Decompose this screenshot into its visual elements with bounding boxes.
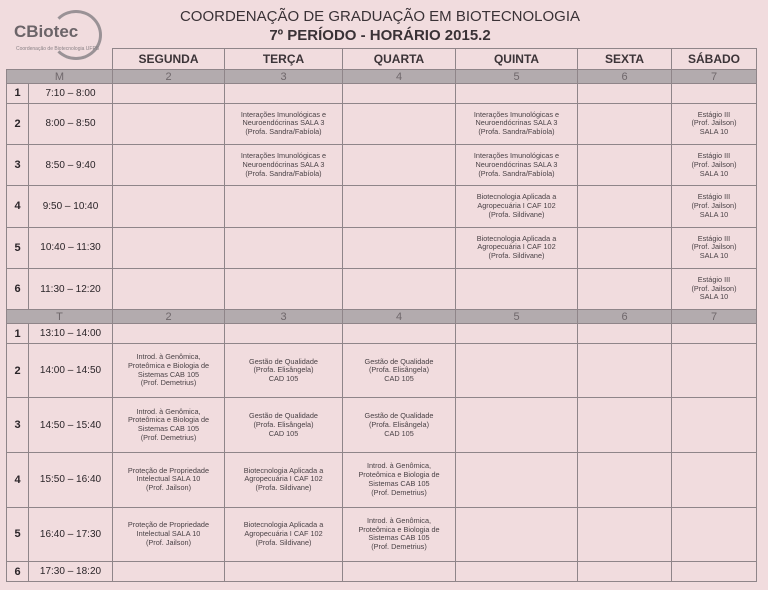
class-cell xyxy=(343,268,456,309)
class-line: Introd. à Genômica, xyxy=(136,406,201,416)
table-row xyxy=(7,103,757,144)
table-row xyxy=(7,343,757,398)
class-line: Neuroendócrinas SALA 3 xyxy=(475,118,558,128)
class-line: Introd. à Genômica, xyxy=(366,515,432,525)
class-line: (Profa. Sildivane) xyxy=(488,251,545,261)
class-line: Agropecuária I CAF 102 xyxy=(244,528,323,538)
class-line: Biotecnologia Aplicada a xyxy=(243,520,324,530)
table-row xyxy=(7,398,757,453)
class-line: Proteômica e Biologia de xyxy=(358,470,440,480)
day-number: 4 xyxy=(343,70,456,84)
class-cell xyxy=(113,103,225,144)
class-line: (Profa. Elisângela) xyxy=(253,365,314,375)
class-cell xyxy=(578,507,672,562)
day-number: 2 xyxy=(113,70,225,84)
class-line: Gestão de Qualidade xyxy=(364,411,434,421)
class-cell xyxy=(113,507,225,562)
class-line: (Prof. Demetrius) xyxy=(371,487,427,497)
logo-subtitle: Coordenação de Biotecnologia UFPB xyxy=(16,46,100,52)
class-cell xyxy=(113,324,225,344)
class-cell xyxy=(113,398,225,453)
period-number: 1 xyxy=(7,324,29,344)
class-cell xyxy=(456,453,578,508)
table-row xyxy=(7,562,757,582)
class-cell xyxy=(225,84,343,104)
class-line: (Prof. Jailson) xyxy=(691,201,737,211)
class-line: Neuroendócrinas SALA 3 xyxy=(475,159,558,169)
class-cell xyxy=(113,562,225,582)
class-line: Gestão de Qualidade xyxy=(364,356,434,366)
class-cell xyxy=(456,103,578,144)
class-cell xyxy=(225,507,343,562)
class-cell xyxy=(343,145,456,186)
class-cell xyxy=(113,343,225,398)
class-cell xyxy=(225,227,343,268)
period-time: 15:50 – 16:40 xyxy=(29,453,113,508)
period-time: 7:10 – 8:00 xyxy=(29,84,113,104)
class-line: Neuroendócrinas SALA 3 xyxy=(242,118,325,128)
class-cell xyxy=(456,145,578,186)
class-cell xyxy=(113,186,225,227)
class-cell xyxy=(578,227,672,268)
class-line: Proteção de Propriedade xyxy=(127,465,210,475)
class-line: CAD 105 xyxy=(384,374,414,384)
class-cell xyxy=(225,103,343,144)
class-line: CAD 105 xyxy=(384,428,414,438)
class-cell xyxy=(343,324,456,344)
class-line: SALA 10 xyxy=(699,168,729,178)
class-line: (Profa. Sandra/Fabíola) xyxy=(245,168,322,178)
class-cell xyxy=(343,343,456,398)
class-line: Interações Imunológicas e xyxy=(473,109,560,119)
class-cell xyxy=(578,453,672,508)
class-cell xyxy=(672,343,757,398)
class-line: (Profa. Sildivane) xyxy=(255,537,312,547)
day-number: 2 xyxy=(113,310,225,324)
period-number: 3 xyxy=(7,145,29,186)
class-cell xyxy=(578,145,672,186)
period-number: 1 xyxy=(7,84,29,104)
class-line: (Prof. Jailson) xyxy=(691,118,737,128)
class-cell xyxy=(456,186,578,227)
day-header: SEGUNDA xyxy=(113,49,225,70)
class-line: SALA 10 xyxy=(699,127,729,137)
table-row xyxy=(7,324,757,344)
class-cell xyxy=(113,453,225,508)
class-line: Sistemas CAB 105 xyxy=(137,424,200,434)
class-line: (Prof. Jailson) xyxy=(145,537,191,547)
period-number: 5 xyxy=(7,227,29,268)
class-cell xyxy=(578,343,672,398)
period-time: 10:40 – 11:30 xyxy=(29,227,113,268)
class-cell xyxy=(113,227,225,268)
day-number: 7 xyxy=(672,70,757,84)
class-cell xyxy=(225,186,343,227)
period-time: 14:00 – 14:50 xyxy=(29,343,113,398)
period-time: 8:00 – 8:50 xyxy=(29,103,113,144)
class-cell xyxy=(343,453,456,508)
class-line: Proteômica e Biologia de xyxy=(127,360,210,370)
class-cell xyxy=(578,84,672,104)
class-line: Biotecnologia Aplicada a xyxy=(243,465,324,475)
class-cell xyxy=(456,324,578,344)
class-line: (Prof. Demetrius) xyxy=(140,378,197,388)
corner-blank xyxy=(7,49,113,70)
class-cell xyxy=(225,324,343,344)
page-subtitle: 7º PERÍODO - HORÁRIO 2015.2 xyxy=(269,27,491,44)
class-line: CAD 105 xyxy=(268,374,299,384)
day-number: 7 xyxy=(672,310,757,324)
class-line: (Prof. Jailson) xyxy=(145,483,191,493)
day-number: 5 xyxy=(456,310,578,324)
period-time: 11:30 – 12:20 xyxy=(29,268,113,309)
table-row xyxy=(7,507,757,562)
shift-label: M xyxy=(7,70,113,84)
class-line: (Prof. Demetrius) xyxy=(140,432,197,442)
class-cell xyxy=(456,343,578,398)
class-cell xyxy=(672,103,757,144)
class-line: Biotecnologia Aplicada a xyxy=(476,233,557,243)
class-cell xyxy=(672,324,757,344)
class-line: Interações Imunológicas e xyxy=(473,151,560,161)
table-row xyxy=(7,145,757,186)
class-cell xyxy=(578,103,672,144)
class-line: (Profa. Sandra/Fabíola) xyxy=(245,127,322,137)
class-cell xyxy=(578,562,672,582)
day-header: QUARTA xyxy=(343,49,456,70)
class-line: Proteômica e Biologia de xyxy=(127,415,210,425)
class-line: Intelectual SALA 10 xyxy=(136,474,201,484)
table-row xyxy=(7,186,757,227)
class-cell xyxy=(225,562,343,582)
class-cell xyxy=(113,145,225,186)
class-line: Estágio III xyxy=(697,109,731,119)
class-cell xyxy=(456,398,578,453)
class-cell xyxy=(343,398,456,453)
period-time: 16:40 – 17:30 xyxy=(29,507,113,562)
class-line: CAD 105 xyxy=(268,428,299,438)
class-cell xyxy=(672,398,757,453)
class-line: Agropecuária I CAF 102 xyxy=(477,242,556,252)
period-number: 4 xyxy=(7,453,29,508)
day-header: QUINTA xyxy=(456,49,578,70)
class-line: Proteção de Propriedade xyxy=(127,520,210,530)
class-cell xyxy=(225,398,343,453)
period-time: 17:30 – 18:20 xyxy=(29,562,113,582)
class-cell xyxy=(113,84,225,104)
class-cell xyxy=(672,268,757,309)
class-line: Gestão de Qualidade xyxy=(249,356,318,366)
class-line: Introd. à Genômica, xyxy=(366,461,432,471)
class-cell xyxy=(456,84,578,104)
table-row xyxy=(7,84,757,104)
period-time: 13:10 – 14:00 xyxy=(29,324,113,344)
period-number: 6 xyxy=(7,562,29,582)
day-header: TERÇA xyxy=(225,49,343,70)
class-line: Sistemas CAB 105 xyxy=(368,478,430,488)
class-line: Estágio III xyxy=(697,151,731,161)
class-line: Estágio III xyxy=(697,274,731,284)
class-line: (Profa. Elisângela) xyxy=(368,419,430,429)
class-cell xyxy=(672,145,757,186)
class-cell xyxy=(343,227,456,268)
day-number: 3 xyxy=(225,70,343,84)
period-number: 6 xyxy=(7,268,29,309)
schedule-table xyxy=(6,48,757,582)
period-number: 2 xyxy=(7,103,29,144)
class-line: Proteômica e Biologia de xyxy=(358,524,440,534)
shift-label: T xyxy=(7,310,113,324)
class-cell xyxy=(578,186,672,227)
class-line: Estágio III xyxy=(697,233,731,243)
class-cell xyxy=(343,186,456,227)
class-line: (Profa. Elisângela) xyxy=(368,365,430,375)
class-line: (Prof. Jailson) xyxy=(691,283,737,293)
day-number: 5 xyxy=(456,70,578,84)
period-number: 5 xyxy=(7,507,29,562)
class-cell xyxy=(672,507,757,562)
class-line: SALA 10 xyxy=(699,209,729,219)
period-number: 4 xyxy=(7,186,29,227)
class-cell xyxy=(225,268,343,309)
class-line: (Profa. Sandra/Fabíola) xyxy=(478,168,555,178)
class-cell xyxy=(113,268,225,309)
class-cell xyxy=(672,453,757,508)
class-cell xyxy=(672,227,757,268)
table-row xyxy=(7,268,757,309)
afternoon-shift-row xyxy=(7,310,757,324)
class-line: (Profa. Sildivane) xyxy=(255,483,312,493)
class-cell xyxy=(456,507,578,562)
class-line: Estágio III xyxy=(697,192,731,202)
period-time: 8:50 – 9:40 xyxy=(29,145,113,186)
period-number: 3 xyxy=(7,398,29,453)
class-cell xyxy=(456,562,578,582)
class-line: Interações Imunológicas e xyxy=(240,109,327,119)
class-cell xyxy=(672,84,757,104)
class-cell xyxy=(343,507,456,562)
morning-shift-row xyxy=(7,70,757,84)
class-line: (Prof. Jailson) xyxy=(691,242,737,252)
day-header: SEXTA xyxy=(578,49,672,70)
day-number: 6 xyxy=(578,310,672,324)
class-line: Intelectual SALA 10 xyxy=(136,528,201,538)
class-cell xyxy=(578,324,672,344)
day-number: 4 xyxy=(343,310,456,324)
class-cell xyxy=(343,84,456,104)
class-line: (Prof. Demetrius) xyxy=(371,542,427,552)
page-title: COORDENAÇÃO DE GRADUAÇÃO EM BIOTECNOLOGIA xyxy=(179,8,581,25)
class-line: SALA 10 xyxy=(699,292,729,302)
class-line: SALA 10 xyxy=(699,251,729,261)
logo-name: CBiotec xyxy=(14,22,79,41)
class-line: (Profa. Sandra/Fabíola) xyxy=(478,127,555,137)
class-line: (Prof. Jailson) xyxy=(691,159,737,169)
class-line: Agropecuária I CAF 102 xyxy=(244,474,323,484)
table-row xyxy=(7,453,757,508)
class-line: Gestão de Qualidade xyxy=(249,411,318,421)
class-line: Neuroendócrinas SALA 3 xyxy=(242,159,325,169)
class-line: (Profa. Sildivane) xyxy=(488,209,545,219)
class-cell xyxy=(343,103,456,144)
period-time: 9:50 – 10:40 xyxy=(29,186,113,227)
class-cell xyxy=(343,562,456,582)
class-line: Interações Imunológicas e xyxy=(240,151,327,161)
day-header: SÁBADO xyxy=(672,49,757,70)
class-cell xyxy=(225,145,343,186)
day-header-row xyxy=(7,49,757,70)
class-line: (Profa. Elisângela) xyxy=(253,419,314,429)
class-cell xyxy=(578,268,672,309)
class-cell xyxy=(456,268,578,309)
table-row xyxy=(7,227,757,268)
class-line: Introd. à Genômica, xyxy=(136,352,201,362)
class-cell xyxy=(578,398,672,453)
class-line: Agropecuária I CAF 102 xyxy=(477,201,556,211)
class-line: Biotecnologia Aplicada a xyxy=(476,192,557,202)
class-cell xyxy=(672,186,757,227)
day-number: 3 xyxy=(225,310,343,324)
period-number: 2 xyxy=(7,343,29,398)
class-cell xyxy=(672,562,757,582)
day-number: 6 xyxy=(578,70,672,84)
class-line: Sistemas CAB 105 xyxy=(137,369,200,379)
class-cell xyxy=(225,453,343,508)
period-time: 14:50 – 15:40 xyxy=(29,398,113,453)
class-cell xyxy=(225,343,343,398)
class-line: Sistemas CAB 105 xyxy=(368,533,430,543)
class-cell xyxy=(456,227,578,268)
